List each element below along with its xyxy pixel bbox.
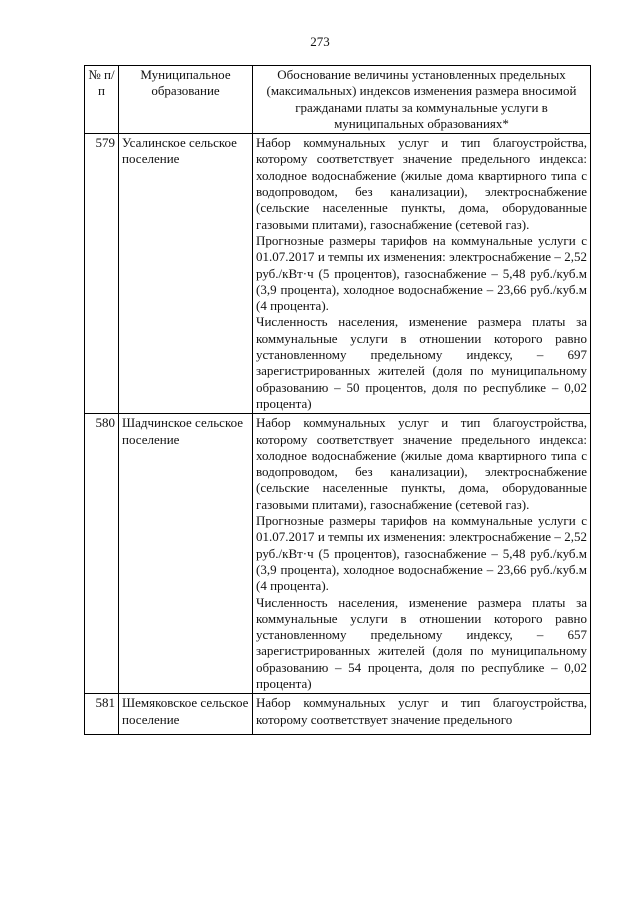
row-municipality: Шемяковское сельское поселение [119,694,253,735]
population-paragraph: Численность населения, изменение размера платы за коммунальные услуги в отношении которого равно установленному предельному индексу, – 657 зарегистрированных жителей (доля по муниципальному образованию – 54 процента, доля по республике – 0,02 процента) [256,594,587,691]
row-municipality: Шадчинское сельское поселение [119,414,253,694]
header-justification: Обоснование величины установленных предельных (максимальных) индексов изменения размера вносимой гражданами платы за коммунальные услуги в муниципальных образованиях* [253,66,591,134]
table-header-row [85,66,591,134]
header-number: № п/п [85,66,119,134]
services-paragraph: Набор коммунальных услуг и тип благоустройства, которому соответствует значение предельного индекса: холодное водоснабжение (жилые дома квартирного типа с водопроводом, без канализации), электроснабжение (сельские населенные пункты, дома, оборудованные газовыми плитами), газоснабжение (сетевой газ). [256,415,587,512]
table-row [85,694,591,735]
row-municipality: Усалинское сельское поселение [119,134,253,414]
services-paragraph: Набор коммунальных услуг и тип благоустройства, которому соответствует значение предельного [256,695,587,727]
services-paragraph: Набор коммунальных услуг и тип благоустройства, которому соответствует значение предельного индекса: холодное водоснабжение (жилые дома квартирного типа с водопроводом, без канализации), электроснабжение (сельские населенные пункты, дома, оборудованные газовыми плитами), газоснабжение (сетевой газ). [256,135,587,232]
population-paragraph: Численность населения, изменение размера платы за коммунальные услуги в отношении которого равно установленному предельному индексу, – 697 зарегистрированных жителей (доля по муниципальному образованию – 50 процентов, доля по республике – 0,02 процента) [256,314,587,411]
row-justification [253,694,591,735]
row-justification [253,134,591,414]
row-number: 580 [85,414,119,694]
row-number: 581 [85,694,119,735]
row-justification [253,414,591,694]
row-number: 579 [85,134,119,414]
table-row [85,134,591,414]
page-number: 273 [310,34,330,49]
tariffs-paragraph: Прогнозные размеры тарифов на коммунальные услуги с 01.07.2017 и темпы их изменения: электроснабжение – 2,52 руб./кВт·ч (5 процентов), газоснабжение – 5,48 руб./куб.м (3,9 процента), холодное водоснабжение – 23,66 руб./куб.м (4 процента). [256,232,587,314]
tariffs-paragraph: Прогнозные размеры тарифов на коммунальные услуги с 01.07.2017 и темпы их изменения: электроснабжение – 2,52 руб./кВт·ч (5 процентов), газоснабжение – 5,48 руб./куб.м (3,9 процента), холодное водоснабжение – 23,66 руб./куб.м (4 процента). [256,513,587,594]
header-municipality: Муниципальное образование [119,66,253,134]
tariff-index-table [84,65,591,735]
table-row [85,414,591,694]
